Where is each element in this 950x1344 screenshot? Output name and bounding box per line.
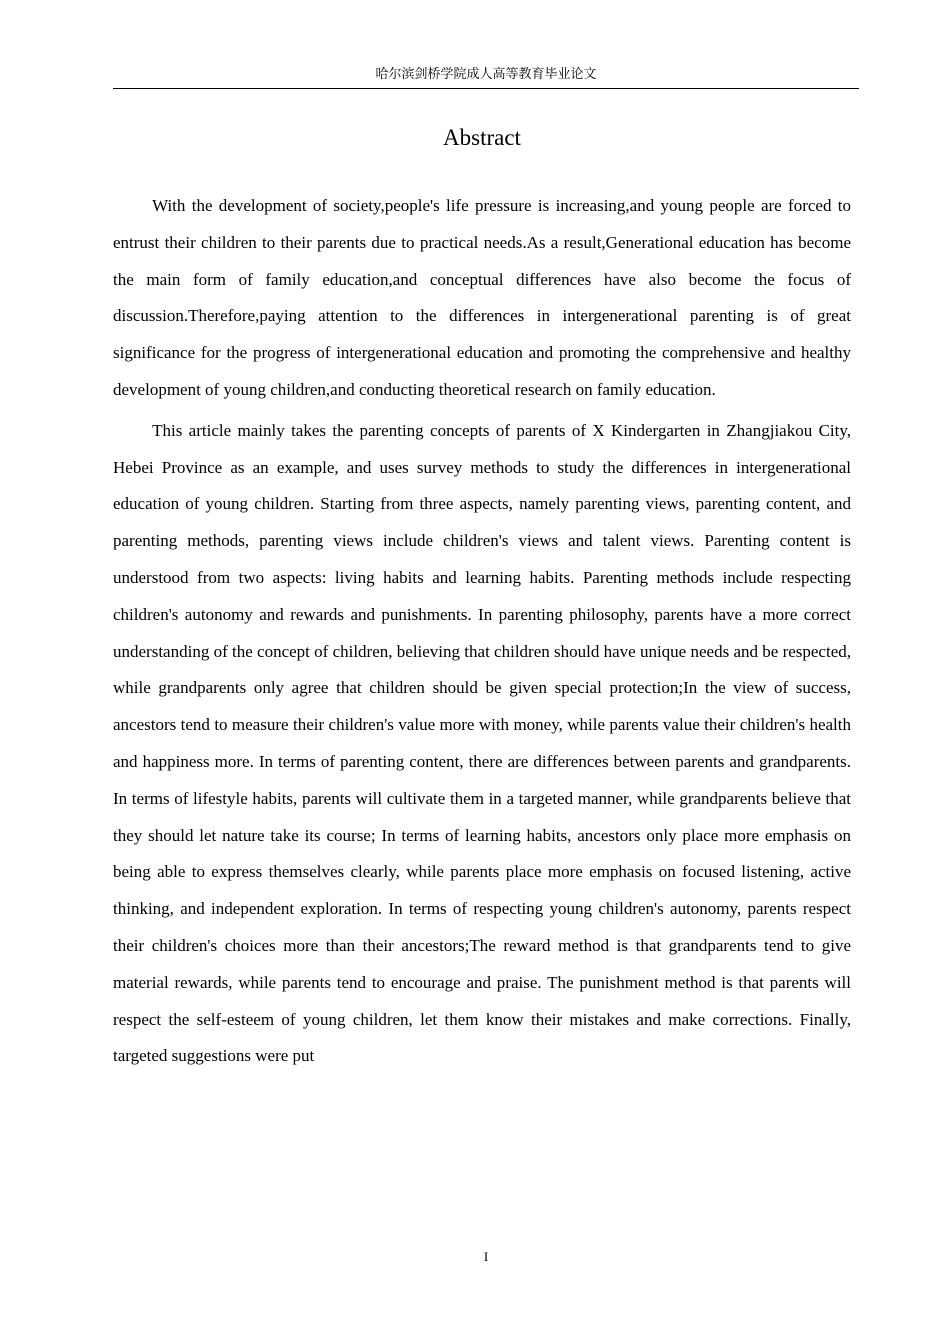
page-number: I xyxy=(483,1249,489,1264)
header-rule xyxy=(113,88,859,89)
abstract-paragraph-2: This article mainly takes the parenting concepts of parents of X Kindergarten in Zhangjiakou City, Hebei Province as an example, and uses survey methods to study the differences in intergenerational education of young children. Starting from three aspects, namely parenting views, parenting content, and parenting methods, parenting views include children's views and talent views. Parenting content is understood from two aspects: living habits and learning habits. Parenting methods include respecting children's autonomy and rewards and punishments. In parenting philosophy, parents have a more correct understanding of the concept of children, believing that children should have unique needs and be respected, while grandparents only agree that children should be given special protection;In the view of success, ancestors tend to measure their children's value more with money, while parents value their children's health and happiness more. In terms of parenting content, there are differences between parents and grandparents. In terms of lifestyle habits, parents will cultivate them in a targeted manner, while grandparents believe that they should let nature take its course; In terms of learning habits, ancestors only place more emphasis on being able to express themselves clearly, while parents place more emphasis on focused listening, active thinking, and independent exploration. In terms of respecting young children's autonomy, parents respect their children's choices more than their ancestors;The reward method is that grandparents tend to give material rewards, while parents tend to encourage and praise. The punishment method is that parents will respect the self-esteem of young children, let them know their mistakes and make corrections. Finally, targeted suggestions were put xyxy=(113,420,851,1066)
abstract-title: Abstract xyxy=(443,125,521,150)
abstract-body xyxy=(113,188,851,1079)
abstract-paragraph-1: With the development of society,people's life pressure is increasing,and young people are forced to entrust their children to their parents due to practical needs.As a result,Generational education has become the main form of family education,and conceptual differences have also become the focus of discussion.Therefore,paying attention to the differences in intergenerational parenting is of great significance for the progress of intergenerational education and promoting the comprehensive and healthy development of young children,and conducting theoretical research on family education. xyxy=(113,196,851,399)
running-header: 哈尔滨剑桥学院成人高等教育毕业论文 xyxy=(375,67,597,82)
